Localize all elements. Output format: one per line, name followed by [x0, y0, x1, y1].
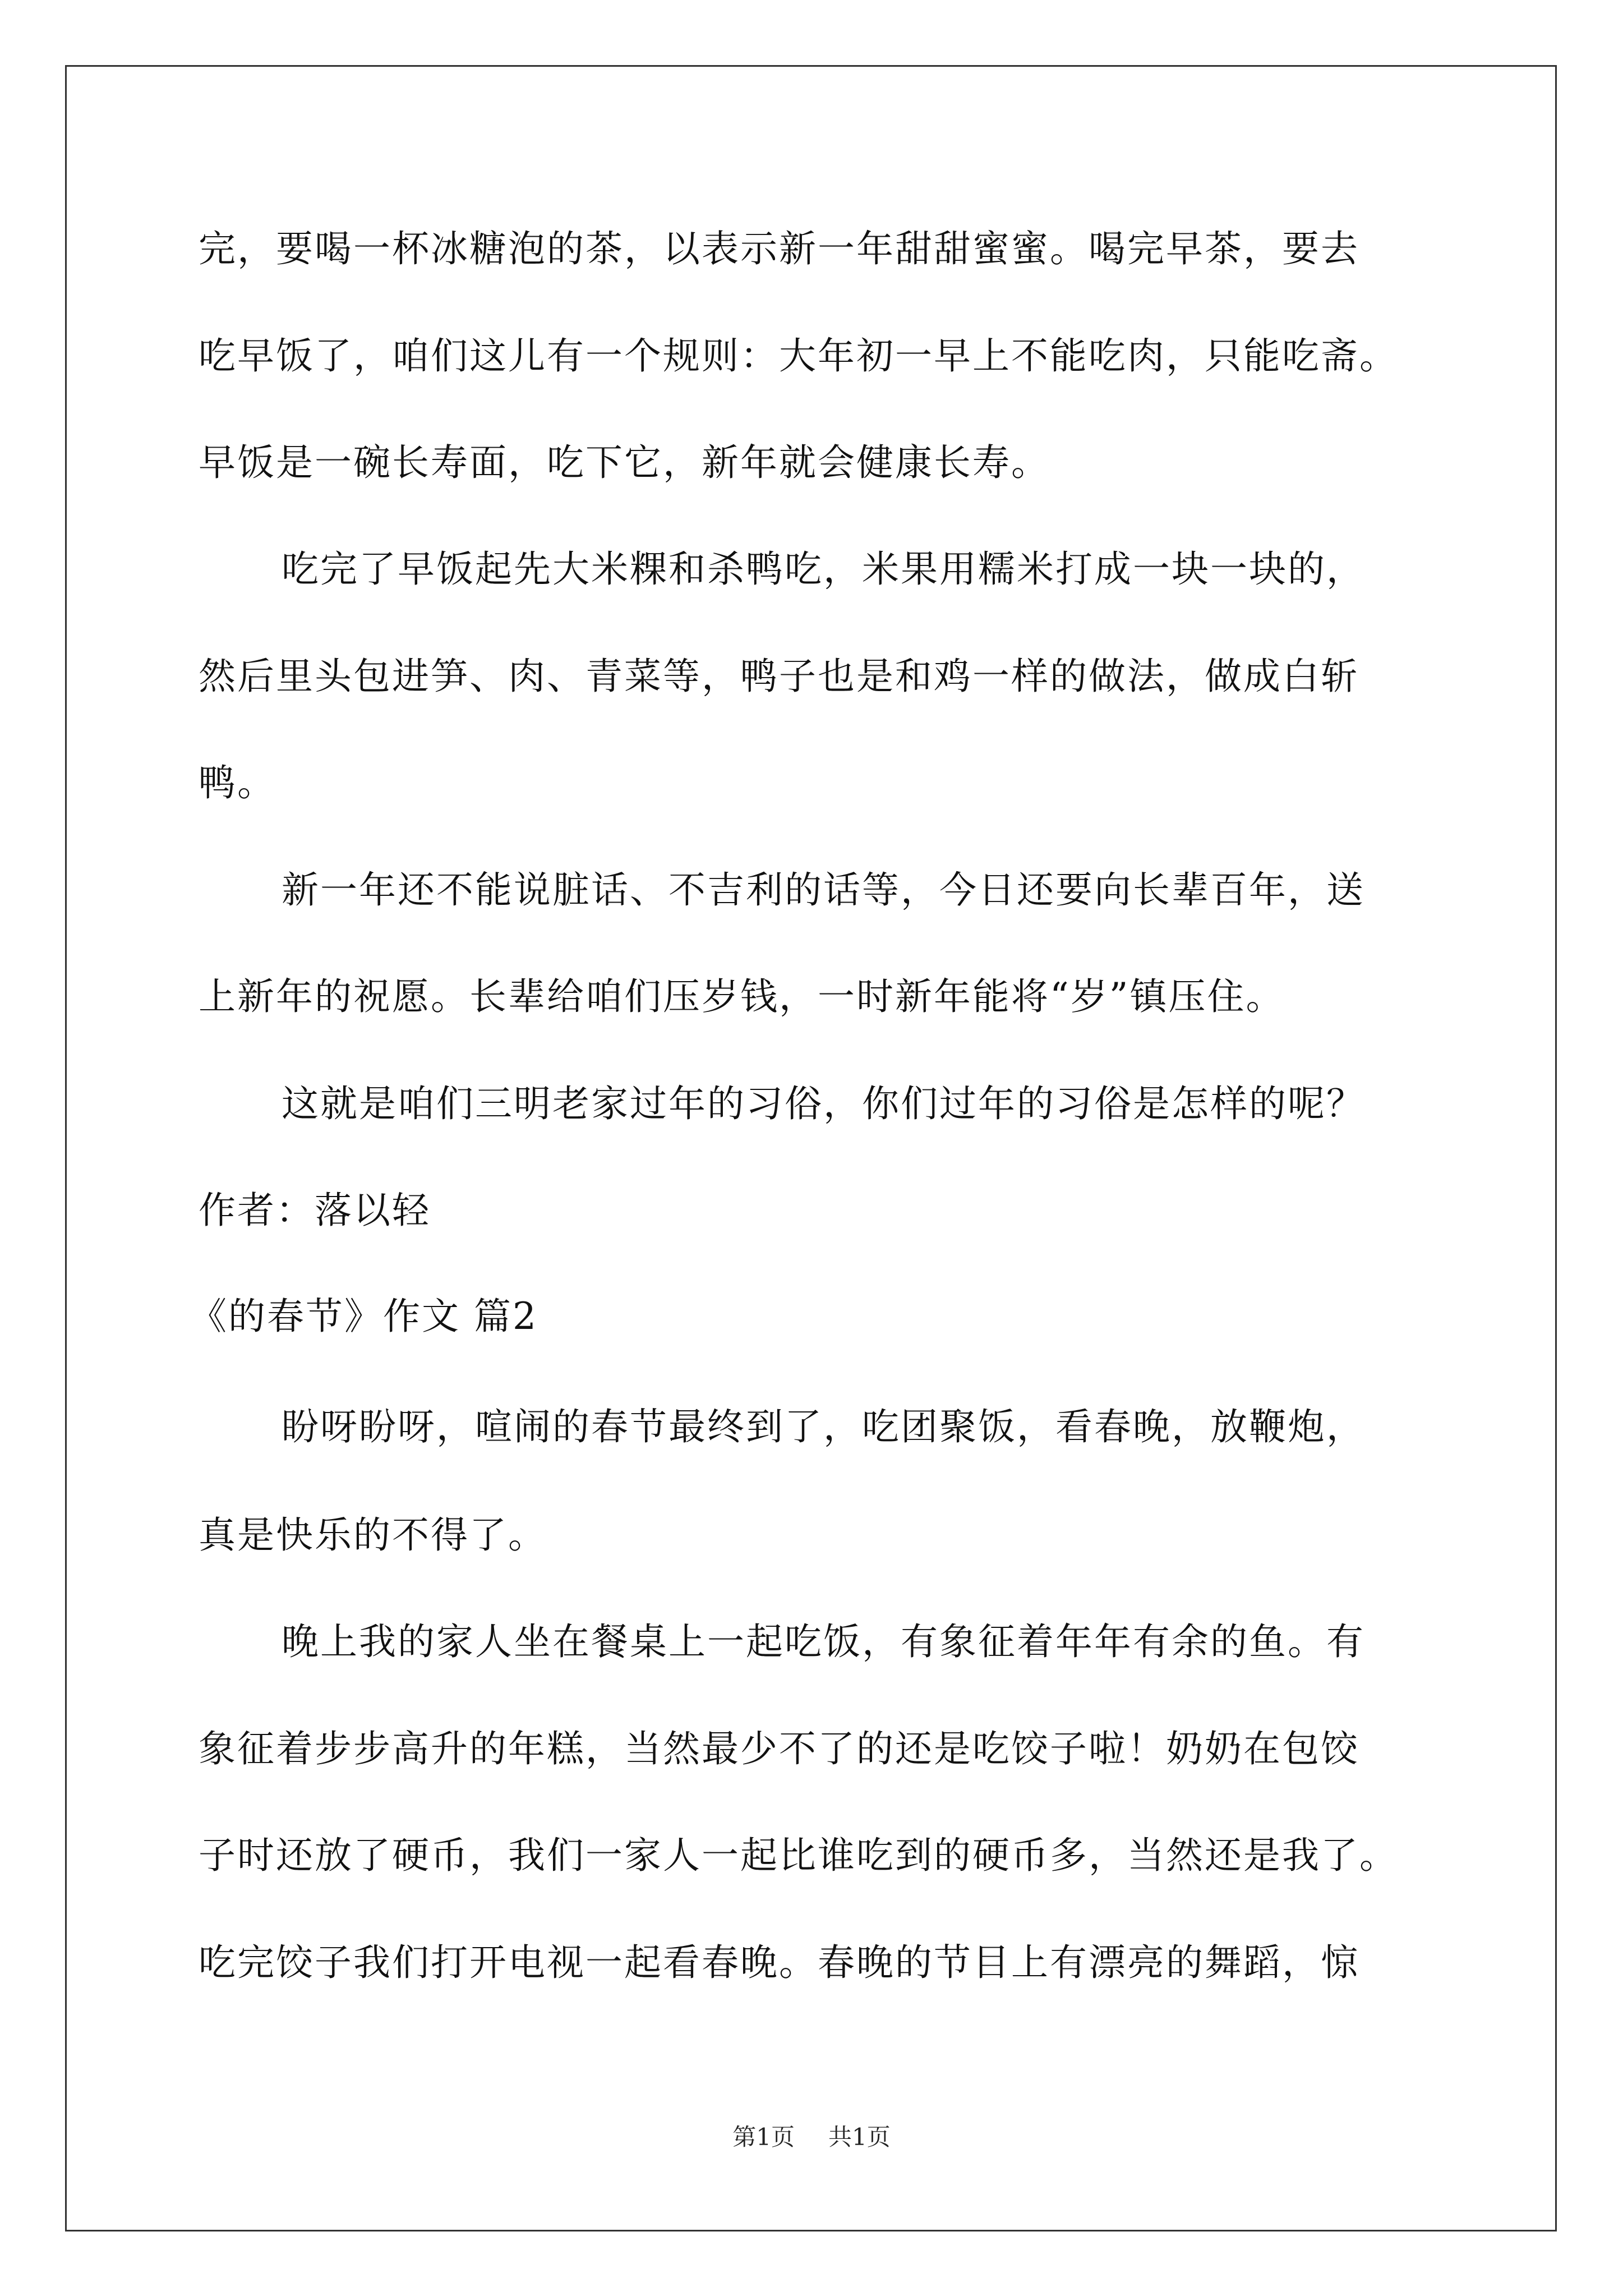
page-border — [65, 65, 1557, 2231]
paragraph-first-line: 盼呀盼呀，喧闹的春节最终到了，吃团聚饭，看春晚，放鞭炮， — [282, 1405, 1365, 1448]
paragraph-first-line: 这就是咱们三明老家过年的习俗，你们过年的习俗是怎样的呢？ — [282, 1082, 1365, 1125]
author-line: 作者：落以轻 — [199, 1189, 431, 1232]
page-footer — [0, 2123, 1623, 2151]
text-line: 早饭是一碗长寿面，吃下它，新年就会健康长寿。 — [199, 441, 1050, 484]
section-heading: 《的春节》作文 篇2 — [190, 1295, 538, 1338]
paragraph-first-line: 晚上我的家人坐在餐桌上一起吃饭，有象征着年年有余的鱼。有 — [282, 1620, 1365, 1663]
text-line: 然后里头包进笋、肉、青菜等，鸭子也是和鸡一样的做法，做成白斩 — [199, 655, 1359, 698]
text-line: 吃早饭了，咱们这儿有一个规则：大年初一早上不能吃肉，只能吃斋。 — [199, 334, 1398, 378]
text-line: 子时还放了硬币，我们一家人一起比谁吃到的硬币多，当然还是我了。 — [199, 1834, 1398, 1877]
paragraph-first-line: 吃完了早饭起先大米粿和杀鸭吃，米果用糯米打成一块一块的， — [282, 547, 1365, 591]
page-number: 第1页 — [732, 2123, 795, 2151]
text-line: 真是快乐的不得了。 — [199, 1513, 547, 1557]
text-line: 鸭。 — [199, 761, 276, 804]
text-line: 完，要喝一杯冰糖泡的茶，以表示新一年甜甜蜜蜜。喝完早茶，要去 — [199, 227, 1359, 270]
text-line: 吃完饺子我们打开电视一起看春晚。春晚的节目上有漂亮的舞蹈，惊 — [199, 1941, 1359, 1984]
text-line: 上新年的祝愿。长辈给咱们压岁钱，一时新年能将“岁”镇压住。 — [199, 975, 1285, 1018]
paragraph-first-line: 新一年还不能说脏话、不吉利的话等，今日还要向长辈百年，送 — [282, 868, 1365, 912]
text-line: 象征着步步高升的年糕，当然最少不了的还是吃饺子啦！奶奶在包饺 — [199, 1727, 1359, 1770]
page-total: 共1页 — [828, 2123, 891, 2151]
